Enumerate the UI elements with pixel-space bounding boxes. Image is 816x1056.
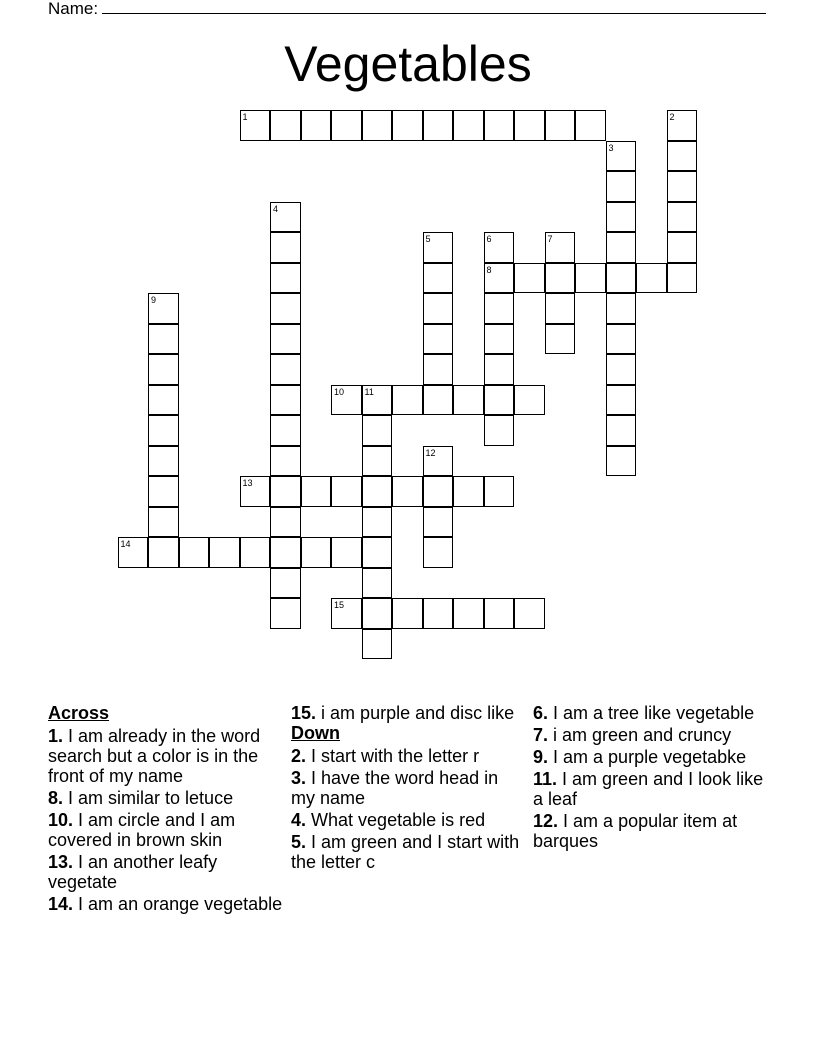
crossword-cell[interactable] [270,293,301,324]
clue-column-2 [291,703,527,874]
crossword-cell[interactable] [362,537,393,568]
crossword-cell[interactable] [606,263,637,294]
crossword-cell[interactable] [392,476,423,507]
clue-down-2: 2. I start with the letter r [291,746,480,766]
crossword-cell[interactable] [301,110,332,141]
cell-number: 12 [425,447,436,458]
crossword-cell[interactable] [484,324,515,355]
down-heading: Down [291,723,340,743]
cell-number: 7 [547,234,553,244]
crossword-cell[interactable] [270,385,301,416]
crossword-cell[interactable] [606,446,637,477]
crossword-cell[interactable] [179,537,210,568]
crossword-cell[interactable] [514,263,545,294]
crossword-cell[interactable] [148,324,179,355]
cell-number: 13 [242,478,253,488]
crossword-cell[interactable] [453,385,484,416]
across-heading: Across [48,703,110,723]
crossword-cell[interactable] [423,110,454,141]
clue-column-1 [48,703,284,916]
crossword-cell[interactable] [270,232,301,263]
crossword-cell[interactable] [148,415,179,446]
crossword-cell[interactable] [362,446,393,477]
clue-down-12: 12. I am a popular item at barques [533,811,738,851]
crossword-cell[interactable] [392,110,423,141]
crossword-cell[interactable] [270,598,301,629]
cell-number: 4 [273,203,279,214]
crossword-cell[interactable] [453,110,484,141]
crossword-cell[interactable] [514,110,545,141]
clue-across-8: 8. I am similar to letuce [48,788,234,808]
crossword-cell[interactable] [606,141,637,172]
crossword-cell[interactable] [362,385,393,416]
clue-down-9: 9. I am a purple vegetabke [533,747,747,767]
crossword-cell[interactable] [484,476,515,507]
crossword-cell[interactable] [270,476,301,507]
crossword-cell[interactable] [545,293,576,324]
crossword-cell[interactable] [148,385,179,416]
page-title: Vegetables [284,36,532,92]
crossword-cell[interactable] [453,598,484,629]
clue-across-14: 14. I am an orange vegetable [48,894,283,914]
crossword-cell[interactable] [362,110,393,141]
crossword-cell[interactable] [240,476,271,507]
clue-across-1: 1. I am already in the word search but a color is in the front of my name [48,726,261,786]
crossword-cell[interactable] [209,537,240,568]
cell-number: 8 [486,264,492,275]
cell-number: 10 [334,386,345,397]
crossword-cell[interactable] [423,507,454,538]
crossword-cell[interactable] [575,263,606,294]
crossword-cell[interactable] [545,263,576,294]
crossword-cell[interactable] [331,537,362,568]
crossword-cell[interactable] [667,141,698,172]
crossword-cell[interactable] [240,110,271,141]
crossword-cell[interactable] [301,476,332,507]
crossword-cell[interactable] [606,385,637,416]
crossword-cell[interactable] [423,537,454,568]
clue-across-10: 10. I am circle and I am covered in brown skin [48,810,236,850]
crossword-cell[interactable] [423,293,454,324]
crossword-cell[interactable] [270,354,301,385]
clue-down-7: 7. i am green and cruncy [533,725,732,745]
crossword-cell[interactable] [270,507,301,538]
cell-number: 15 [334,600,345,610]
crossword-cell[interactable] [362,415,393,446]
crossword-cell[interactable] [575,110,606,141]
crossword-cell[interactable] [545,232,576,263]
crossword-cell[interactable] [484,110,515,141]
crossword-cell[interactable] [362,568,393,599]
crossword-cell[interactable] [423,324,454,355]
crossword-cell[interactable] [148,293,179,324]
crossword-cell[interactable] [484,263,515,294]
crossword-cell[interactable] [148,507,179,538]
crossword-cell[interactable] [270,446,301,477]
cell-number: 2 [669,112,675,122]
crossword-cell[interactable] [270,324,301,355]
cell-number: 14 [120,539,131,549]
crossword-cell[interactable] [270,263,301,294]
crossword-cell[interactable] [331,110,362,141]
crossword-cell[interactable] [484,354,515,385]
crossword-cell[interactable] [667,110,698,141]
crossword-cell[interactable] [636,263,667,294]
name-label: Name: [48,0,99,18]
crossword-cell[interactable] [240,537,271,568]
crossword-cell[interactable] [392,385,423,416]
crossword-cell[interactable] [392,598,423,629]
crossword-cell[interactable] [484,232,515,263]
clue-down-3: 3. I have the word head in my name [291,768,499,808]
crossword-cell[interactable] [270,110,301,141]
crossword-cell[interactable] [270,415,301,446]
crossword-cell[interactable] [606,293,637,324]
crossword-cell[interactable] [514,598,545,629]
clue-down-4: 4. What vegetable is red [291,810,486,830]
crossword-cell[interactable] [270,202,301,233]
crossword-cell[interactable] [362,476,393,507]
crossword-cell[interactable] [362,598,393,629]
crossword-cell[interactable] [148,354,179,385]
cell-number: 9 [151,295,157,305]
crossword-cell[interactable] [514,385,545,416]
crossword-cell[interactable] [545,110,576,141]
crossword-cell[interactable] [606,354,637,385]
crossword-cell[interactable] [606,202,637,233]
crossword-cell[interactable] [301,537,332,568]
crossword-cell[interactable] [270,568,301,599]
crossword-cell[interactable] [423,598,454,629]
crossword-cell[interactable] [423,263,454,294]
clue-down-6: 6. I am a tree like vegetable [533,703,755,723]
cell-number: 1 [242,112,248,122]
crossword-cell[interactable] [606,324,637,355]
crossword-cell[interactable] [606,232,637,263]
crossword-cell[interactable] [484,415,515,446]
crossword-cell[interactable] [148,446,179,477]
crossword-cell[interactable] [423,385,454,416]
crossword-cell[interactable] [484,598,515,629]
crossword-cell[interactable] [606,415,637,446]
clue-column-3 [533,703,769,853]
crossword-cell[interactable] [453,476,484,507]
crossword-cell[interactable] [423,354,454,385]
crossword-cell[interactable] [270,537,301,568]
crossword-cell[interactable] [667,263,698,294]
crossword-cell[interactable] [667,202,698,233]
cell-number: 5 [425,234,431,244]
clue-down-11: 11. I am green and I look like a leaf [533,769,764,809]
crossword-cell[interactable] [484,293,515,324]
crossword-cell[interactable] [667,171,698,202]
clue-down-5: 5. I am green and I start with the letter c [291,832,520,872]
clue-across-13: 13. I an another leafy vegetate [48,852,218,892]
clue-across-15: 15. i am purple and disc like [291,703,515,723]
crossword-cell[interactable] [545,324,576,355]
crossword-cell[interactable] [148,537,179,568]
crossword-cell[interactable] [423,446,454,477]
crossword-cell[interactable] [484,385,515,416]
cell-number: 6 [486,234,492,244]
crossword-cell[interactable] [423,232,454,263]
crossword-cell[interactable] [423,476,454,507]
cell-number: 11 [364,386,374,397]
cell-number: 3 [608,142,614,153]
crossword-cell[interactable] [331,385,362,416]
crossword-cell[interactable] [362,507,393,538]
crossword-cell[interactable] [331,476,362,507]
crossword-cell[interactable] [331,598,362,629]
crossword-cell[interactable] [606,171,637,202]
crossword-cell[interactable] [362,629,393,660]
crossword-cell[interactable] [667,232,698,263]
crossword-cell[interactable] [148,476,179,507]
crossword-cell[interactable] [118,537,149,568]
